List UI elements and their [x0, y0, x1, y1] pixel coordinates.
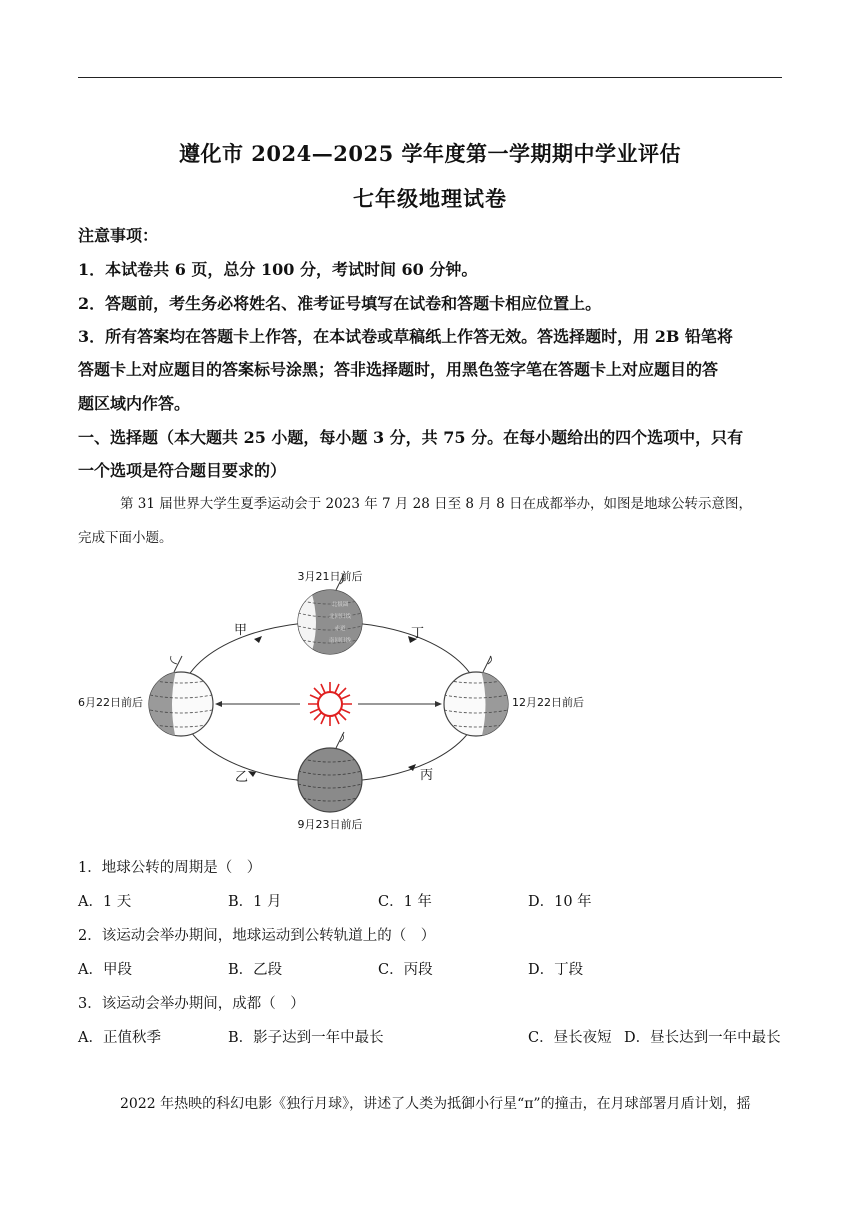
passage-text: 第 31 届世界大学生夏季运动会于 2023 年 7 月 28 日至 8 月 8 日在成都举办，如图是地球公转示意图， — [120, 496, 752, 512]
notice-item: 答题卡上对应题目的答案标号涂黑；答非选择题时，用黑色签字笔在答题卡上对应题目的答 — [78, 360, 719, 379]
question-option: B．影子达到一年中最长 — [228, 1030, 384, 1046]
question-option: D．丁段 — [528, 962, 584, 978]
question-stem: 2．该运动会举办期间，地球运动到公转轨道上的（ ） — [78, 928, 436, 944]
label-segment-ding: 丁 — [411, 626, 425, 641]
arrow-jia — [254, 636, 262, 643]
globe-march — [298, 574, 370, 658]
globe-september — [298, 732, 362, 812]
question-stem: 1．地球公转的周期是（ ） — [78, 860, 262, 876]
question-option: C．丙段 — [378, 962, 433, 978]
exam-subtitle: 七年级地理试卷 — [353, 186, 507, 211]
question-option: B．1 月 — [228, 894, 282, 910]
next-passage-text: 2022 年热映的科幻电影《独行月球》，讲述了人类为抵御小行星“π”的撞击，在月球部署月盾计划，摇 — [120, 1096, 751, 1112]
label-segment-yi: 乙 — [235, 770, 249, 785]
question-option: A．甲段 — [78, 962, 132, 978]
question-option: B．乙段 — [228, 962, 283, 978]
globe-label-equator: 赤道 — [334, 626, 346, 632]
globe-label-tropic-north: 北回归线 — [328, 614, 352, 620]
passage-text-cont: 完成下面小题。 — [78, 530, 173, 546]
sun-ray-left-head — [215, 701, 222, 707]
question-option: C．昼长夜短 — [528, 1030, 612, 1046]
globe-december — [444, 656, 518, 740]
question-option: D．昼长达到一年中最长 — [624, 1030, 781, 1046]
notice-heading: 注意事项： — [78, 226, 159, 245]
globe-june — [138, 656, 213, 740]
question-option: A．正值秋季 — [78, 1030, 161, 1046]
notice-item: 2．答题前，考生务必将姓名、准考证号填写在试卷和答题卡相应位置上。 — [78, 294, 602, 313]
section-heading-cont: 一个选项是符合题目要求的） — [78, 461, 287, 480]
question-stem: 3．该运动会举办期间，成都（ ） — [78, 996, 305, 1012]
label-march: 3月21日前后 — [297, 570, 363, 583]
question-option: C．1 年 — [378, 894, 432, 910]
label-segment-bing: 丙 — [420, 768, 434, 783]
arrow-yi — [248, 771, 256, 777]
notice-item: 1．本试卷共 6 页，总分 100 分，考试时间 60 分钟。 — [78, 260, 478, 279]
label-june: 6月22日前后 — [78, 696, 143, 709]
notice-item: 题区域内作答。 — [78, 394, 191, 413]
question-option: A．1 天 — [78, 894, 132, 910]
sun-ray-right-head — [435, 701, 442, 707]
label-september: 9月23日前后 — [297, 818, 363, 831]
globe-label-tropic-south: 南回归线 — [328, 638, 352, 644]
sun-icon — [308, 682, 352, 726]
exam-title: 遵化市 2024—2025 学年度第一学期期中学业评估 — [178, 141, 681, 166]
globe-label-arctic: 北极圈 — [331, 602, 349, 608]
header-rule — [78, 77, 782, 78]
label-segment-jia: 甲 — [234, 623, 248, 638]
question-option: D．10 年 — [528, 894, 592, 910]
notice-item: 3．所有答案均在答题卡上作答，在本试卷或草稿纸上作答无效。答选择题时，用 2B 铅笔将 — [78, 327, 733, 346]
section-heading: 一、选择题（本大题共 25 小题，每小题 3 分，共 75 分。在每小题给出的四个选项中，只有 — [78, 428, 744, 447]
earth-revolution-diagram — [78, 560, 598, 840]
label-december: 12月22日前后 — [512, 696, 584, 709]
